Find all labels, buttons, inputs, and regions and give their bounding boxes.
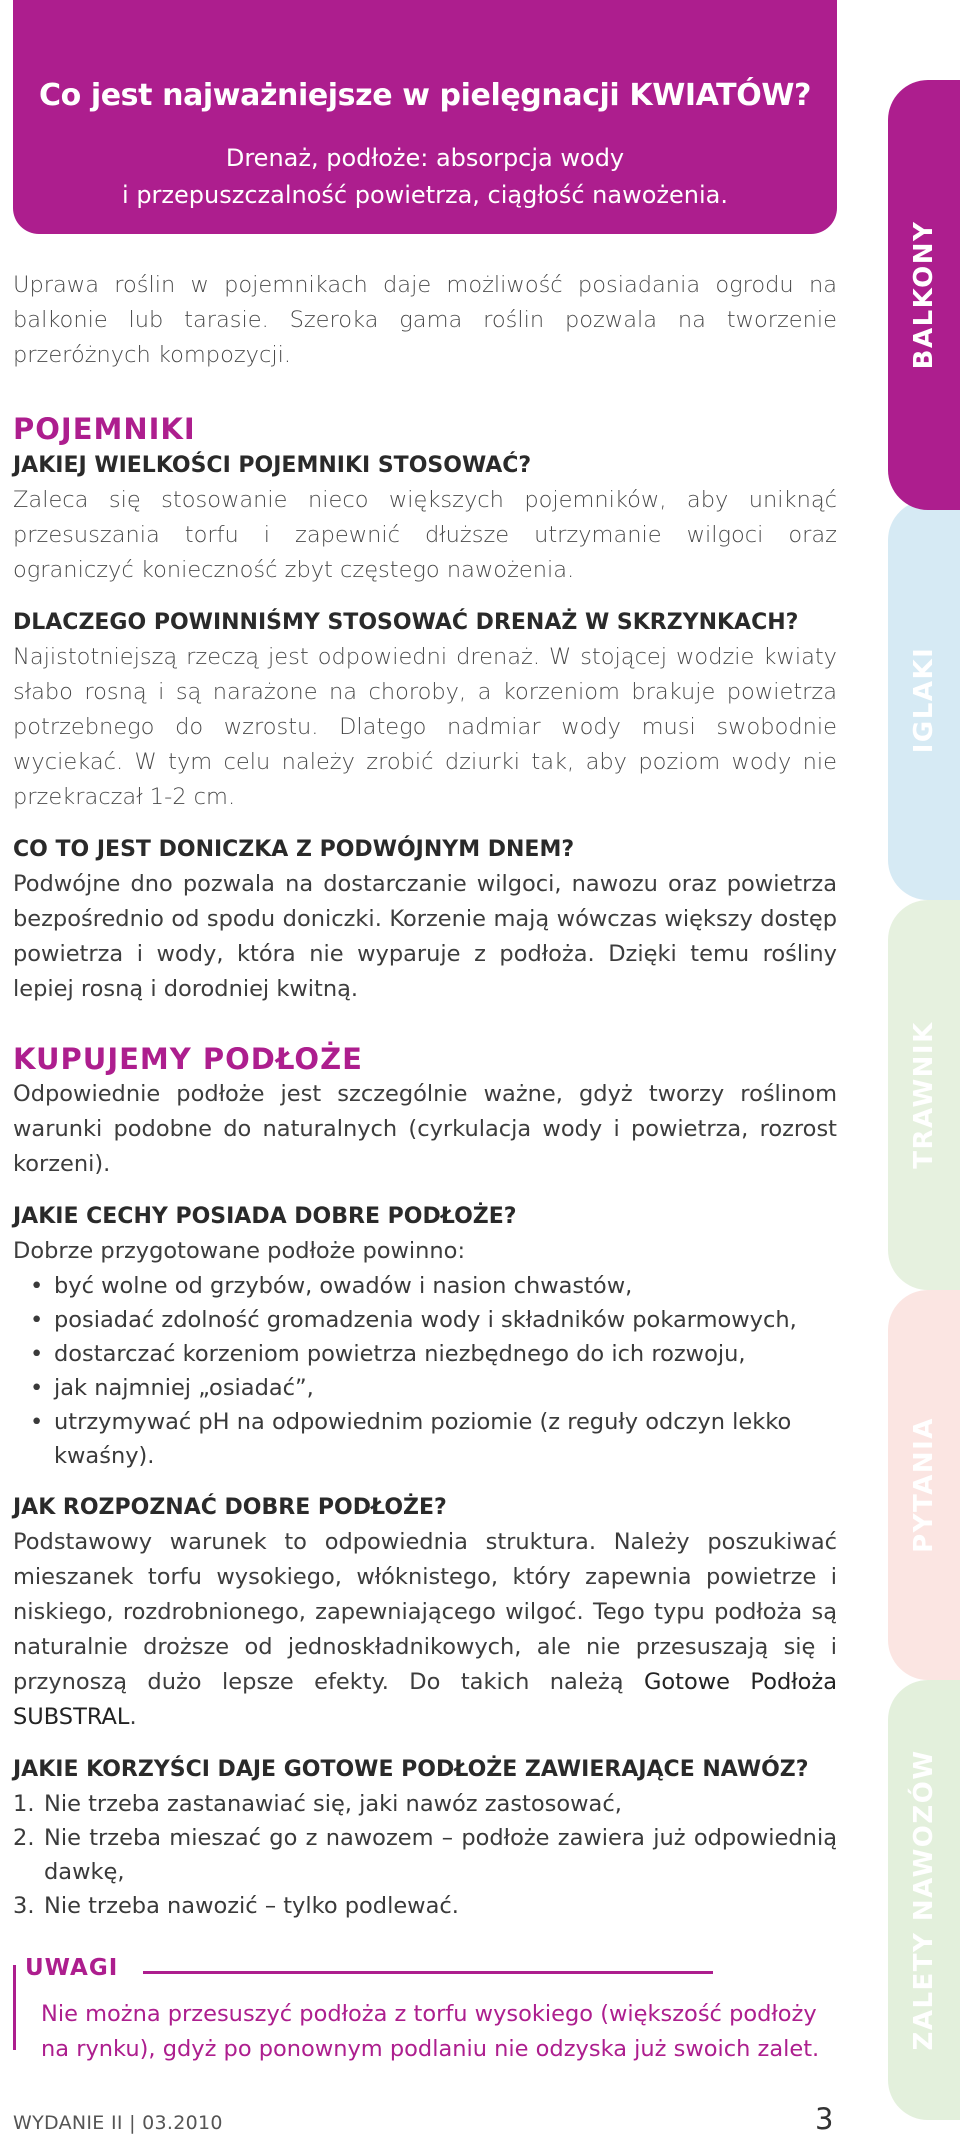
main-content: [13, 268, 837, 1923]
answer-podwojne-dno: Podwójne dno pozwala na dostarczanie wilgoci, nawozu oraz powietrza bezpośrednio od spodu doniczki. Korzenie mają wówczas większy dostęp powietrza i wody, która nie wyparuje z podłoża. Dzięki temu rośliny lepiej rosną i dorodniej kwitną.: [13, 871, 837, 1002]
answer-drenaz: Najistotniejszą rzeczą jest odpowiedni drenaż. W stojącej wodzie kwiaty słabo rosną i są narażone na choroby, a korzeniom brakuje powietrza potrzebnego do wzrostu. Dlatego nadmiar wody musi swobodnie wyciekać. W tym celu należy zrobić dziurki tak, aby poziom wody nie przekraczał 1-2 cm.: [13, 644, 837, 810]
benefits-list: [13, 1787, 837, 1923]
question-podwojne-dno: CO TO JEST DONICZKA Z PODWÓJNYM DNEM?: [13, 837, 575, 862]
page-number: 3: [815, 2102, 834, 2136]
podloze-list-lead: Dobrze przygotowane podłoże powinno:: [13, 1238, 466, 1264]
note-border-top: [143, 1971, 713, 1974]
question-korzysci-podloza: JAKIE KORZYŚCI DAJE GOTOWE PODŁOŻE ZAWIERAJĄCE NAWÓZ?: [13, 1757, 809, 1782]
list-item: 1. Nie trzeba zastanawiać się, jaki nawóz zastosować,: [13, 1791, 622, 1817]
list-item: 2. Nie trzeba mieszać go z nawozem – podłoże zawiera już odpowiednią dawkę,: [13, 1825, 837, 1885]
question-pojemniki-size: JAKIEJ WIELKOŚCI POJEMNIKI STOSOWAĆ?: [13, 453, 532, 478]
intro-paragraph: Uprawa roślin w pojemnikach daje możliwość posiadania ogrodu na balkonie lub tarasie. Szeroka gama roślin pozwala na tworzenie przeróżnych kompozycji.: [13, 272, 837, 368]
page-subtitle: [13, 140, 837, 214]
note-text: Nie można przesuszyć podłoża z torfu wysokiego (większość podłoży na rynku), gdyż po ponownym podlaniu nie odzyska już swoich zalet.: [41, 2001, 820, 2062]
section-title-podloze: KUPUJEMY PODŁOŻE: [13, 1042, 363, 1076]
tab-pytania[interactable]: PYTANIA: [888, 1290, 960, 1680]
podloze-features-list: [13, 1269, 837, 1473]
list-item: • dostarczać korzeniom powietrza niezbędnego do ich rozwoju,: [30, 1341, 746, 1367]
brand-substral: Gotowe Podłoża SUBSTRAL: [13, 1669, 838, 1730]
list-item: 3. Nie trzeba nawozić – tylko podlewać.: [13, 1893, 459, 1919]
section-title-pojemniki: POJEMNIKI: [13, 412, 196, 446]
question-rozpoznac-podloze: JAK ROZPOZNAĆ DOBRE PODŁOŻE?: [13, 1495, 447, 1520]
question-cechy-podloza: JAKIE CECHY POSIADA DOBRE PODŁOŻE?: [13, 1204, 517, 1229]
note-label: UWAGI: [25, 1955, 119, 1981]
page-title: Co jest najważniejsze w pielęgnacji KWIATÓW?: [38, 78, 812, 113]
tab-zalety-nawozow[interactable]: ZALETY NAWOZÓW: [888, 1680, 960, 2120]
list-item: • być wolne od grzybów, owadów i nasion chwastów,: [30, 1273, 633, 1299]
tab-balkony[interactable]: BALKONY: [888, 80, 960, 510]
list-item: • jak najmniej „osiadać”,: [30, 1375, 314, 1401]
tab-iglaki[interactable]: IGLAKI: [888, 500, 960, 900]
answer-rozpoznac-podloze: Podstawowy warunek to odpowiednia struktura. Należy poszukiwać mieszanek torfu wysokiego, włóknistego, który zapewnia powietrze i niskiego, rozdrobnionego, zapewniającego wilgoć. Tego typu podłoża są naturalnie droższe od jednoskładnikowych, ale nie przesuszają się i przynoszą dużo lepsze efekty. Do takich należą Gotowe Podłoża SUBSTRAL.: [13, 1529, 838, 1730]
edition-info: WYDANIE II | 03.2010: [13, 2112, 223, 2134]
answer-pojemniki-size: Zaleca się stosowanie nieco większych pojemników, aby uniknąć przesuszania torfu i zapewnić dłuższe utrzymanie wilgoci oraz ograniczyć konieczność zbyt częstego nawożenia.: [13, 487, 837, 583]
list-item: • posiadać zdolność gromadzenia wody i składników pokarmowych,: [30, 1307, 797, 1333]
note-border-left: [13, 1965, 16, 2050]
subtitle-line-1: Drenaż, podłoże: absorpcja wody: [225, 144, 625, 172]
header-banner: [13, 0, 837, 234]
list-item: • utrzymywać pH na odpowiednim poziomie (z reguły odczyn lekko kwaśny).: [30, 1409, 792, 1469]
question-drenaz: DLACZEGO POWINNIŚMY STOSOWAĆ DRENAŻ W SKRZYNKACH?: [13, 610, 799, 635]
podloze-intro: Odpowiednie podłoże jest szczególnie ważne, gdyż tworzy roślinom warunki podobne do naturalnych (cyrkulacja wody i powietrza, rozrost korzeni).: [13, 1081, 837, 1177]
tab-trawnik[interactable]: TRAWNIK: [888, 900, 960, 1290]
subtitle-line-2: i przepuszczalność powietrza, ciągłość nawożenia.: [122, 181, 728, 209]
